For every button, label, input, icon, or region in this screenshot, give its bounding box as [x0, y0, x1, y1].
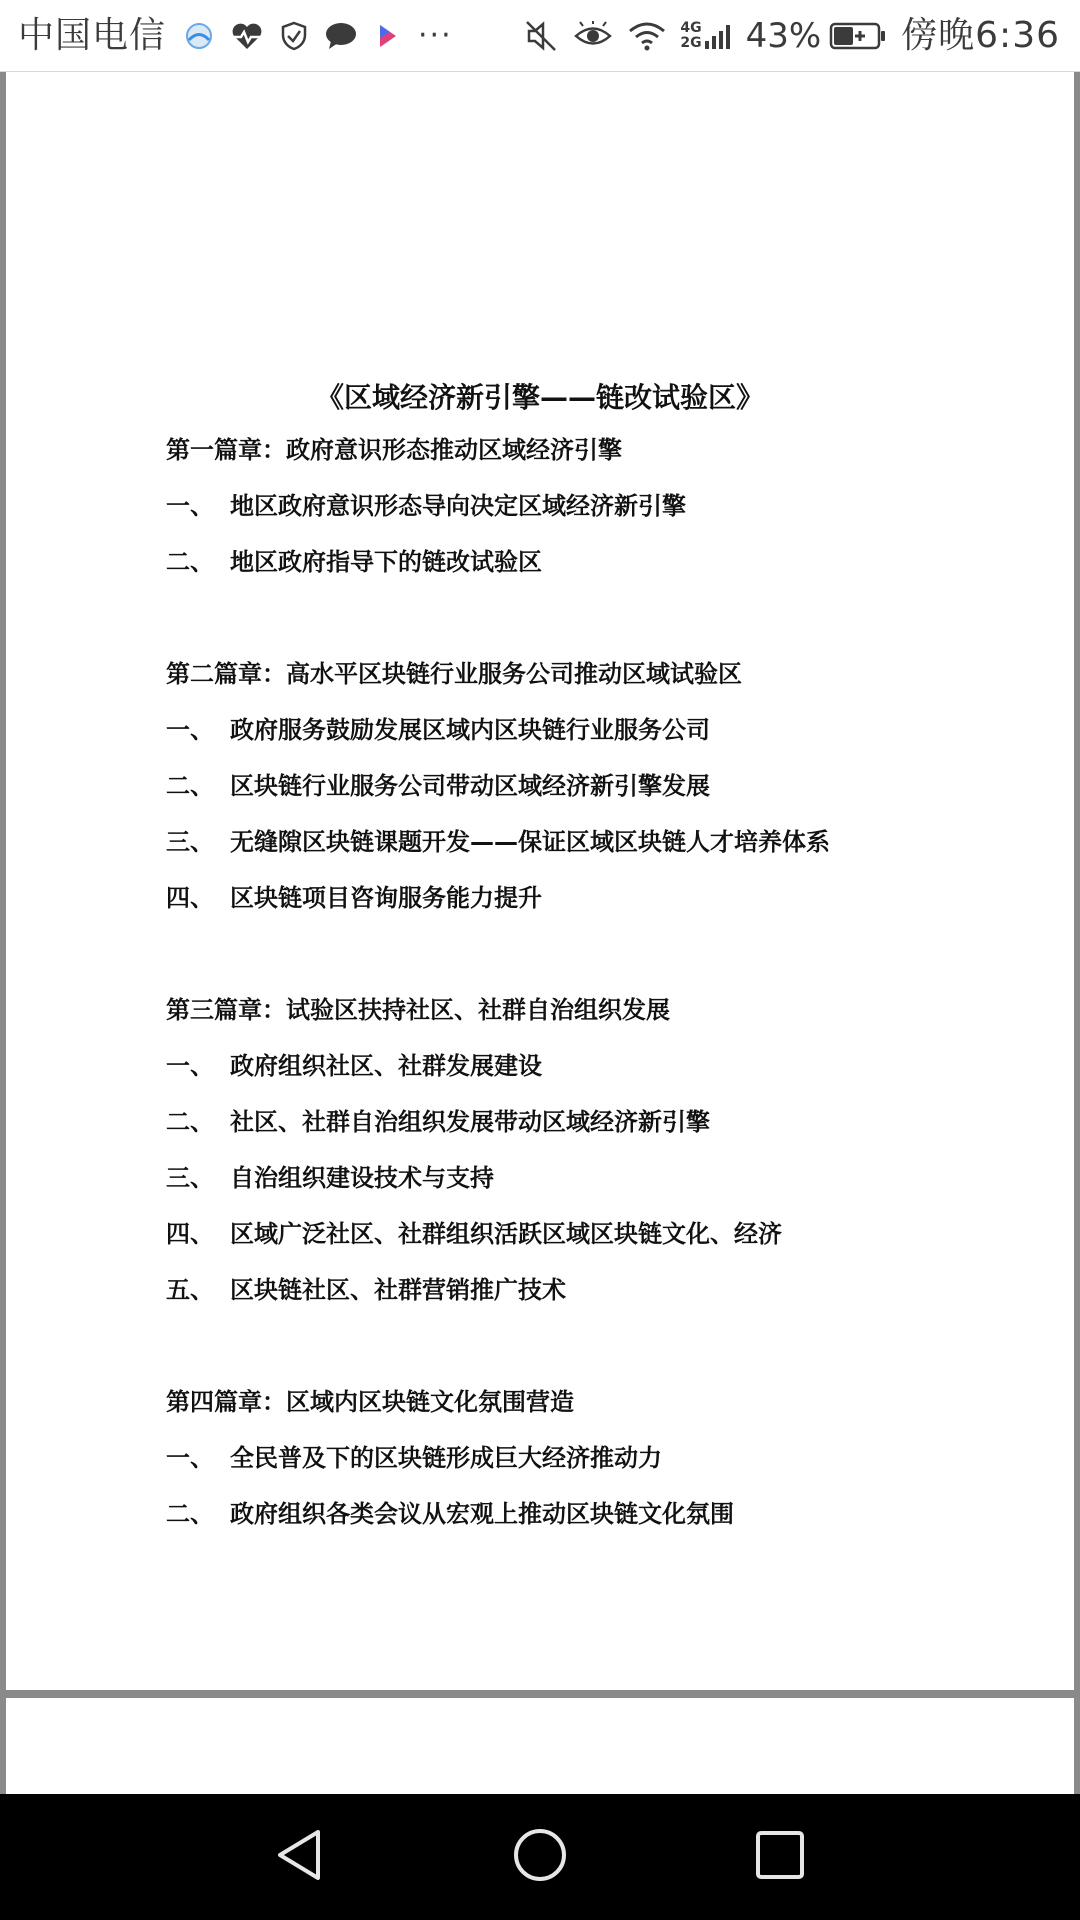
- list-item-number: 二、: [166, 1500, 214, 1528]
- list-item-number: 一、: [166, 716, 214, 744]
- network-type-secondary: 2G: [680, 35, 702, 51]
- list-item-text: 无缝隙区块链课题开发——保证区域区块链人才培养体系: [230, 828, 830, 856]
- more-notifications-indicator: ···: [418, 18, 453, 53]
- list-item: [166, 881, 542, 915]
- list-item: [166, 1105, 710, 1139]
- list-item: [166, 769, 710, 803]
- mute-icon: [524, 19, 558, 53]
- list-item-text: 政府组织社区、社群发展建设: [230, 1052, 542, 1080]
- back-button[interactable]: [266, 1824, 332, 1890]
- list-item-number: 一、: [166, 1052, 214, 1080]
- list-item: [166, 825, 830, 859]
- status-time: 傍晚6:36: [901, 15, 1060, 56]
- eye-comfort-icon: [574, 21, 612, 51]
- list-item-text: 区块链项目咨询服务能力提升: [230, 884, 542, 912]
- list-item-text: 社区、社群自治组织发展带动区域经济新引擎: [230, 1108, 710, 1136]
- signal-strength-icon: [704, 21, 734, 51]
- list-item: [166, 1217, 782, 1251]
- chat-bubble-icon: [324, 21, 358, 51]
- list-item-number: 三、: [166, 828, 214, 856]
- list-item-number: 二、: [166, 1108, 214, 1136]
- navigation-bar: [0, 1794, 1080, 1920]
- list-item-number: 四、: [166, 1220, 214, 1248]
- list-item-text: 自治组织建设技术与支持: [230, 1164, 494, 1192]
- video-app-icon: [374, 21, 402, 51]
- list-item: [166, 1273, 566, 1307]
- list-item-number: 二、: [166, 772, 214, 800]
- carrier-name: 中国电信: [18, 15, 167, 56]
- list-item-text: 区块链行业服务公司带动区域经济新引擎发展: [230, 772, 710, 800]
- chapter-heading: 第三篇章：试验区扶持社区、社群自治组织发展: [166, 996, 670, 1024]
- chapter-heading: 第四篇章：区域内区块链文化氛围营造: [166, 1388, 574, 1416]
- status-right: [516, 0, 1060, 72]
- list-item: [166, 489, 686, 523]
- next-page[interactable]: [6, 1698, 1074, 1794]
- list-item-number: 四、: [166, 884, 214, 912]
- document-page[interactable]: [6, 178, 1074, 1690]
- list-item: [166, 1497, 734, 1531]
- list-item-text: 区块链社区、社群营销推广技术: [230, 1276, 566, 1304]
- list-item: [166, 1049, 542, 1083]
- list-item-number: 一、: [166, 492, 214, 520]
- recents-icon: [754, 1829, 806, 1885]
- document-viewer[interactable]: [0, 72, 1080, 1794]
- list-item-number: 五、: [166, 1276, 214, 1304]
- chapter-heading: 第二篇章：高水平区块链行业服务公司推动区域试验区: [166, 660, 742, 688]
- chapter-heading: 第一篇章：政府意识形态推动区域经济引擎: [166, 436, 622, 464]
- shield-check-icon: [280, 21, 308, 51]
- list-item: [166, 1161, 494, 1195]
- list-item-text: 政府组织各类会议从宏观上推动区块链文化氛围: [230, 1500, 734, 1528]
- list-item-number: 一、: [166, 1444, 214, 1472]
- home-icon: [512, 1827, 568, 1887]
- home-button[interactable]: [507, 1824, 573, 1890]
- status-left: [18, 0, 453, 72]
- battery-percent: 43%: [745, 16, 822, 56]
- network-type: [680, 21, 701, 51]
- recents-button[interactable]: [747, 1824, 813, 1890]
- list-item-text: 全民普及下的区块链形成巨大经济推动力: [230, 1444, 662, 1472]
- list-item-text: 地区政府意识形态导向决定区域经济新引擎: [230, 492, 686, 520]
- list-item-number: 三、: [166, 1164, 214, 1192]
- battery-charging-icon: [829, 21, 887, 51]
- document-title: 《区域经济新引擎——链改试验区》: [315, 381, 764, 414]
- list-item-text: 地区政府指导下的链改试验区: [230, 548, 542, 576]
- network-type-primary: 4G: [680, 20, 702, 36]
- list-item-text: 政府服务鼓励发展区域内区块链行业服务公司: [230, 716, 710, 744]
- health-heart-icon: [230, 21, 264, 51]
- browser-ball-icon: [184, 21, 214, 51]
- status-bar: [0, 0, 1080, 72]
- list-item: [166, 713, 710, 747]
- list-item-number: 二、: [166, 548, 214, 576]
- list-item-text: 区域广泛社区、社群组织活跃区域区块链文化、经济: [230, 1220, 782, 1248]
- wifi-icon: [628, 20, 666, 52]
- list-item: [166, 545, 542, 579]
- list-item: [166, 1441, 662, 1475]
- back-icon: [272, 1827, 326, 1887]
